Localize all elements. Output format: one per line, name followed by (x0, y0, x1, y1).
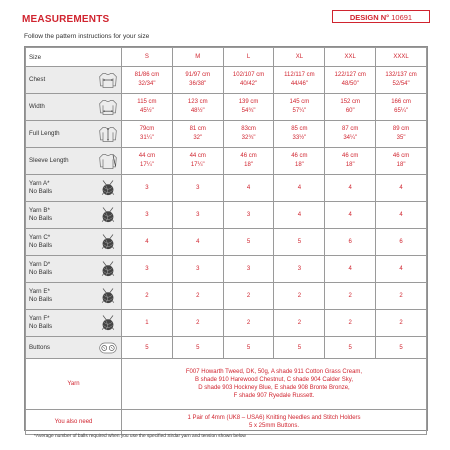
ball-count: 2 (325, 310, 376, 337)
yarn-label (26, 229, 122, 256)
imperial-value: 18" (294, 162, 304, 168)
imperial-value: 17¼" (140, 162, 154, 168)
yarn-balls-label: No Balls (29, 215, 53, 222)
ball-count: 2 (325, 283, 376, 310)
imperial-value: 32/34" (138, 81, 156, 87)
metric-value: 46 cm (240, 153, 257, 160)
measurement-value (223, 121, 274, 148)
size-header-label: Size (26, 48, 122, 67)
measurement-value (122, 148, 173, 175)
measurement-value (274, 148, 325, 175)
ball-count: 2 (274, 310, 325, 337)
measurement-value (376, 148, 427, 175)
ball-count: 4 (376, 256, 427, 283)
imperial-value: 18" (244, 162, 253, 168)
imperial-value: 35" (396, 135, 406, 141)
ball-count: 4 (376, 175, 427, 202)
yarn-name: Yarn D* (29, 261, 51, 269)
also-need-row (26, 410, 427, 435)
ball-count: 4 (325, 256, 376, 283)
measurement-value (223, 94, 274, 121)
metric-value: 44 cm (189, 153, 206, 160)
ball-count: 4 (274, 175, 325, 202)
buttons-row (26, 337, 427, 359)
yarn-balls-label: No Balls (29, 269, 53, 276)
ball-count: 3 (172, 175, 223, 202)
imperial-value: 45½" (140, 108, 154, 114)
design-number-box (332, 10, 430, 23)
yarn-balls-label: No Balls (29, 242, 53, 249)
size-header-row (26, 48, 427, 67)
imperial-value: 18" (396, 162, 406, 168)
measurement-value (274, 121, 325, 148)
measurement-label-text: Chest (29, 76, 46, 84)
yarn-info-label (26, 359, 122, 410)
yarn-row (26, 310, 427, 337)
intro-text: Follow the pattern instructions for your size (24, 33, 150, 40)
ball-count: 4 (325, 175, 376, 202)
ball-count: 2 (376, 310, 427, 337)
yarn-name: Yarn A* (29, 180, 50, 188)
size-column-header: XXL (325, 48, 376, 67)
ball-count: 6 (325, 229, 376, 256)
ball-count: 6 (376, 229, 427, 256)
measurement-label (26, 148, 122, 175)
yarn-label (26, 202, 122, 229)
footnote: *Average number of balls required when you use the specified Sirdar yarn and tension shown below (34, 434, 246, 439)
metric-value: 115 cm (137, 99, 157, 106)
measurement-value (172, 121, 223, 148)
imperial-value: 32" (193, 135, 203, 141)
yarn-info-text (122, 359, 427, 410)
yarn-name: Yarn F* (29, 315, 50, 323)
yarn-info-line: B shade 910 Harewood Chestnut, C shade 904 Calder Sky, (195, 376, 353, 383)
imperial-value: 17¼" (190, 162, 205, 168)
measurement-label-text: Full Length (29, 130, 60, 138)
metric-value: 139 cm (238, 99, 259, 106)
ball-count: 4 (223, 175, 274, 202)
ball-count: 3 (274, 256, 325, 283)
measurement-value (172, 148, 223, 175)
sleeve-length-icon (98, 152, 118, 170)
measurement-label (26, 67, 122, 94)
measurement-label-text: Sleeve Length (29, 157, 69, 165)
ball-count: 4 (122, 229, 173, 256)
measurement-value (122, 94, 173, 121)
yarn-balls-label: No Balls (29, 296, 53, 303)
metric-value: 83cm (241, 126, 256, 133)
button-count: 5 (274, 337, 325, 359)
imperial-value: 48½" (190, 108, 205, 114)
measurement-row (26, 67, 427, 94)
metric-value: 46 cm (291, 153, 308, 160)
imperial-value: 52/54" (392, 81, 410, 87)
sweater-width-icon (98, 98, 118, 116)
sweater-chest-icon (98, 71, 118, 89)
measurement-value (376, 67, 427, 94)
yarn-balls-label: No Balls (29, 323, 53, 330)
yarn-info-line: F007 Howarth Tweed, DK, 50g, A shade 911 Cotton Grass Cream, (185, 368, 363, 375)
yarn-ball-icon (98, 206, 118, 224)
measurement-value (274, 67, 325, 94)
ball-count: 4 (325, 202, 376, 229)
measurement-row (26, 148, 427, 175)
yarn-info-row (26, 359, 427, 410)
measurement-value (376, 121, 427, 148)
yarn-ball-icon (98, 179, 118, 197)
metric-value: 46 cm (342, 153, 359, 160)
ball-count: 2 (172, 283, 223, 310)
size-column-header: XXXL (376, 48, 427, 67)
button-count: 5 (122, 337, 173, 359)
measurement-value (172, 67, 223, 94)
size-column-header: M (172, 48, 223, 67)
measurement-value (172, 94, 223, 121)
metric-value: 166 cm (391, 99, 411, 106)
imperial-value: 65¼" (394, 108, 408, 114)
yarn-row (26, 175, 427, 202)
imperial-value: 18" (345, 162, 355, 168)
metric-value: 85 cm (291, 126, 308, 133)
measurement-value (223, 67, 274, 94)
imperial-value: 54¾" (241, 108, 256, 114)
metric-value: 46 cm (392, 153, 410, 160)
metric-value: 122/127 cm (334, 72, 366, 79)
ball-count: 4 (172, 229, 223, 256)
yarn-heading: Yarn (67, 381, 80, 387)
measurement-value (223, 148, 274, 175)
size-column-header: XL (274, 48, 325, 67)
ball-count: 1 (122, 310, 173, 337)
ball-count: 2 (274, 283, 325, 310)
imperial-value: 32¾" (241, 135, 256, 141)
yarn-row (26, 256, 427, 283)
ball-count: 3 (223, 256, 274, 283)
metric-value: 132/137 cm (385, 72, 417, 79)
also-need-line: 1 Pair of 4mm (UK8 – USA6) Knitting Needles and Stitch Holders (187, 414, 361, 421)
yarn-info-line: D shade 903 Hockney Blue, E shade 908 Bronte Bronze, (198, 385, 350, 391)
imperial-value: 33½" (292, 135, 307, 141)
measurement-row (26, 94, 427, 121)
metric-value: 81/86 cm (134, 72, 160, 79)
imperial-value: 34¼" (343, 135, 358, 141)
ball-count: 3 (122, 202, 173, 229)
yarn-row (26, 202, 427, 229)
measurement-value (325, 148, 376, 175)
also-need-text (122, 410, 427, 435)
yarn-name: Yarn C* (29, 234, 51, 242)
ball-count: 4 (376, 202, 427, 229)
metric-value: 102/107 cm (232, 72, 265, 79)
yarn-ball-icon (98, 233, 118, 251)
metric-value: 79cm (139, 126, 155, 133)
yarn-info-line: F shade 907 Ryedale Russett. (233, 393, 315, 400)
measurement-value (376, 94, 427, 121)
metric-value: 152 cm (340, 99, 361, 106)
also-need-label: You also need (26, 410, 122, 435)
ball-count: 3 (122, 175, 173, 202)
yarn-label (26, 256, 122, 283)
ball-count: 3 (172, 202, 223, 229)
also-need-line: 5 x 25mm Buttons. (248, 423, 300, 429)
button-count: 5 (376, 337, 427, 359)
measurement-value (325, 121, 376, 148)
yarn-ball-icon (98, 287, 118, 305)
ball-count: 5 (274, 229, 325, 256)
imperial-value: 57¼" (292, 108, 307, 114)
ball-count: 3 (172, 256, 223, 283)
measurement-label-text: Width (29, 103, 45, 111)
yarn-ball-icon (98, 314, 118, 332)
design-number: 10691 (391, 13, 413, 22)
ball-count: 3 (223, 202, 274, 229)
imperial-value: 48/50" (341, 81, 359, 87)
imperial-value: 60" (345, 108, 355, 114)
measurement-label (26, 94, 122, 121)
measurement-value (325, 94, 376, 121)
metric-value: 145 cm (289, 99, 310, 106)
buttons-icon (98, 339, 118, 357)
metric-value: 89 cm (392, 126, 410, 133)
buttons-label-text: Buttons (29, 343, 50, 351)
ball-count: 2 (376, 283, 427, 310)
yarn-ball-icon (98, 260, 118, 278)
size-column-header: L (223, 48, 274, 67)
metric-value: 87 cm (342, 126, 359, 133)
measurements-table-wrapper (24, 46, 428, 431)
ball-count: 4 (274, 202, 325, 229)
metric-value: 112/117 cm (284, 72, 315, 79)
yarn-row (26, 283, 427, 310)
metric-value: 81 cm (189, 126, 206, 133)
measurement-row (26, 121, 427, 148)
yarn-label (26, 175, 122, 202)
metric-value: 123 cm (187, 99, 208, 106)
measurement-value (122, 67, 173, 94)
button-count: 5 (223, 337, 274, 359)
ball-count: 2 (223, 283, 274, 310)
measurement-value (122, 121, 173, 148)
page-title: MEASUREMENTS (22, 14, 110, 25)
sweater-length-icon (98, 125, 118, 143)
button-count: 5 (172, 337, 223, 359)
imperial-value: 31¼" (140, 135, 154, 141)
yarn-balls-label: No Balls (29, 188, 53, 195)
size-column-header: S (122, 48, 173, 67)
metric-value: 91/97 cm (185, 72, 211, 79)
measurement-value (274, 94, 325, 121)
yarn-label (26, 283, 122, 310)
button-count: 5 (325, 337, 376, 359)
ball-count: 5 (223, 229, 274, 256)
imperial-value: 40/42" (239, 81, 258, 87)
measurement-label (26, 121, 122, 148)
ball-count: 3 (122, 256, 173, 283)
measurements-table (25, 47, 427, 435)
imperial-value: 44/46" (290, 81, 308, 87)
measurement-value (325, 67, 376, 94)
ball-count: 2 (122, 283, 173, 310)
metric-value: 44 cm (138, 153, 156, 160)
yarn-row (26, 229, 427, 256)
buttons-label (26, 337, 122, 359)
ball-count: 2 (172, 310, 223, 337)
yarn-label (26, 310, 122, 337)
yarn-name: Yarn E* (29, 288, 50, 296)
yarn-name: Yarn B* (29, 207, 50, 215)
ball-count: 2 (223, 310, 274, 337)
design-label: DESIGN N° (349, 13, 390, 22)
imperial-value: 36/38" (189, 81, 207, 87)
